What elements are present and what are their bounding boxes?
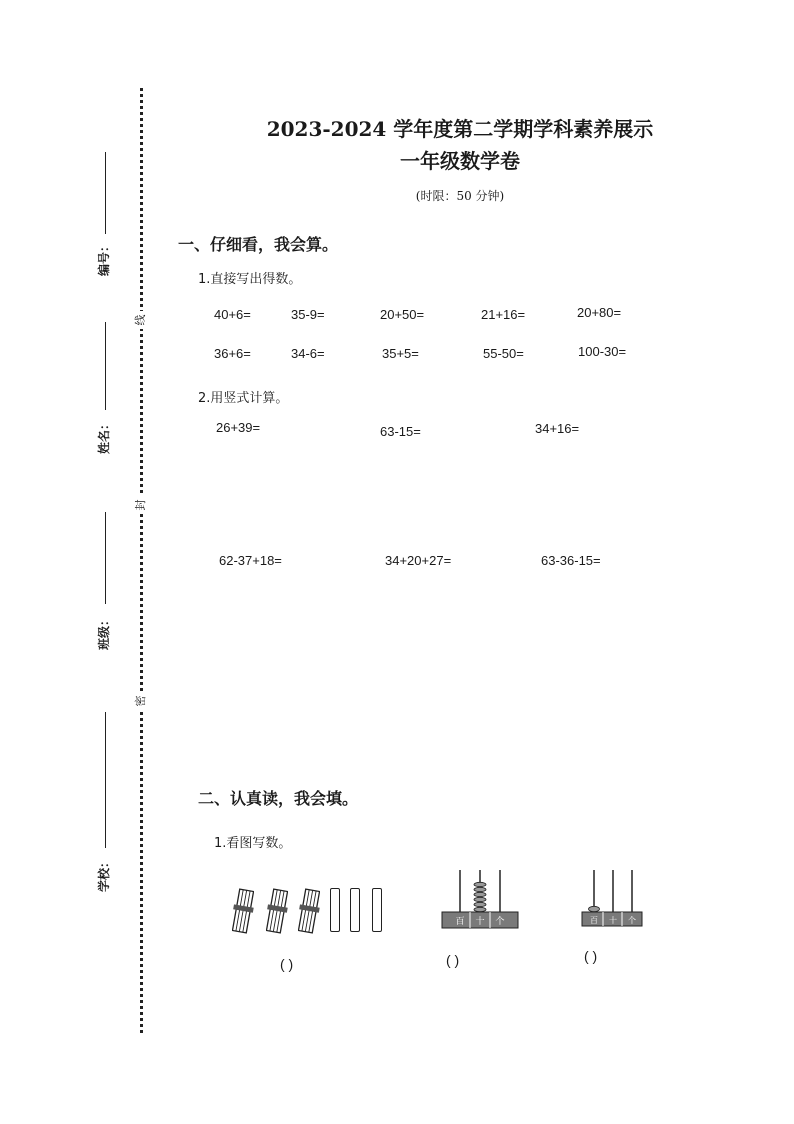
oral-calc-item: 20+50=	[380, 307, 425, 322]
school-field-line[interactable]	[105, 712, 106, 848]
number-field-line[interactable]	[105, 152, 106, 234]
question-1-1-title: 1.直接写出得数。	[198, 272, 302, 287]
vertical-calc-item: 62-37+18=	[219, 553, 282, 568]
oral-calc-item: 35+5=	[382, 346, 419, 361]
stick-bundle-icon	[298, 888, 320, 934]
vertical-calc-item: 34+16=	[535, 421, 580, 436]
seal-mark-feng: 封	[132, 496, 150, 514]
answer-blank[interactable]: ( )	[280, 956, 294, 972]
single-stick-icon	[330, 888, 340, 932]
class-field-label: 班级：	[97, 614, 111, 651]
oral-calc-item: 20+80=	[577, 305, 622, 320]
section-1-title: 一、仔细看，我会算。	[178, 235, 339, 254]
abacus-bead	[474, 892, 486, 896]
abacus-bead	[474, 902, 486, 906]
single-stick-icon	[372, 888, 382, 932]
seal-mark-mi: 密	[132, 692, 150, 710]
abacus-place-label: 个	[495, 917, 505, 927]
name-field-line[interactable]	[105, 322, 106, 410]
answer-blank[interactable]: ( )	[584, 948, 598, 964]
abacus-place-label: 个	[628, 916, 636, 925]
vertical-calc-item: 34+20+27=	[385, 553, 452, 568]
abacus-place-label: 百	[455, 917, 465, 927]
seal-mark-xian: 线	[132, 311, 150, 329]
exam-title: 2023-2024 学年度第二学期学科素养展示	[266, 117, 654, 141]
oral-calc-item: 34-6=	[291, 346, 325, 361]
school-field-label: 学校：	[97, 856, 111, 893]
abacus-bead	[474, 887, 486, 891]
oral-calc-item: 35-9=	[291, 307, 325, 322]
section-2-title: 二、认真读，我会填。	[198, 789, 359, 808]
name-field-label: 姓名：	[97, 418, 111, 455]
abacus-bead	[589, 906, 600, 911]
question-1-2-title: 2.用竖式计算。	[198, 391, 289, 406]
abacus-bead	[474, 882, 486, 886]
abacus-place-label: 百	[590, 916, 598, 925]
oral-calc-item: 55-50=	[483, 346, 524, 361]
oral-calc-item: 21+16=	[481, 307, 526, 322]
abacus-place-label: 十	[609, 916, 617, 925]
single-stick-icon	[350, 888, 360, 932]
oral-calc-item: 100-30=	[578, 344, 627, 359]
binding-dotted-line	[140, 88, 143, 1033]
number-field-label: 编号：	[97, 240, 111, 277]
stick-bundle-icon	[266, 888, 288, 934]
abacus-place-label: 十	[475, 917, 485, 927]
oral-calc-item: 36+6=	[214, 346, 251, 361]
oral-calc-item: 40+6=	[214, 307, 251, 322]
abacus-bead	[474, 897, 486, 901]
abacus-figure-2	[580, 868, 644, 932]
vertical-calc-item: 26+39=	[216, 420, 261, 435]
abacus-bead	[474, 907, 486, 911]
vertical-calc-item: 63-36-15=	[541, 553, 601, 568]
abacus-figure-1	[440, 868, 520, 932]
question-2-1-title: 1.看图写数。	[214, 836, 292, 851]
vertical-calc-item: 63-15=	[380, 424, 421, 439]
class-field-line[interactable]	[105, 512, 106, 604]
answer-blank[interactable]: ( )	[446, 952, 460, 968]
exam-subject-title: 一年级数学卷	[400, 149, 520, 173]
time-limit: (时限：50 分钟)	[415, 189, 505, 203]
stick-bundle-icon	[232, 888, 254, 934]
